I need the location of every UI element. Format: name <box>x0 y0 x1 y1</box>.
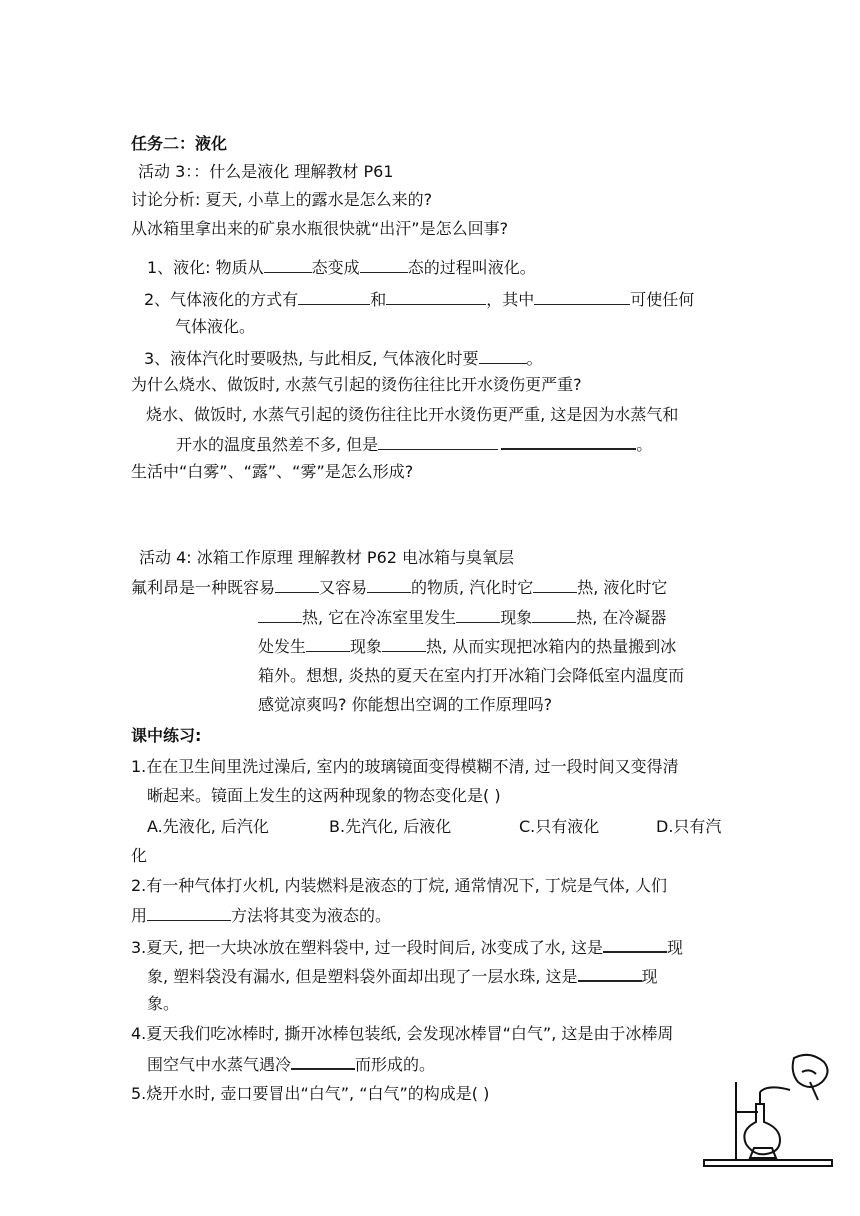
answer-line1: 烧水、做饭时, 水蒸气引起的烫伤往往比开水烫伤更严重, 这是因为水蒸气和 <box>146 405 679 424</box>
q4-line2 <box>147 1052 435 1076</box>
a4-text: 热, 液化时它 <box>577 578 668 597</box>
blank[interactable] <box>479 347 527 364</box>
item3-part-b: 。 <box>526 349 543 368</box>
q1-line2: 晰起来。镜面上发生的这两种现象的物态变化是( ) <box>147 786 501 805</box>
q1-option-a[interactable]: A.先液化, 后汽化 <box>147 817 269 836</box>
item3 <box>144 347 543 370</box>
blank[interactable] <box>533 576 577 593</box>
q1-option-c[interactable]: C.只有液化 <box>519 817 600 836</box>
blank[interactable] <box>367 576 411 593</box>
item2-part-c: ，其中 <box>486 290 535 309</box>
a4-text: 现象 <box>500 608 533 627</box>
a4-line5: 感觉凉爽吗? 你能想出空调的工作原理吗? <box>258 695 553 714</box>
blank[interactable] <box>258 606 302 623</box>
a4-text: 热, 从而实现把冰箱内的热量搬到冰 <box>426 637 677 656</box>
item2 <box>144 288 694 311</box>
q3-text: 象, 塑料袋没有漏水, 但是塑料袋外面却出现了一层水珠, 这是 <box>147 967 578 986</box>
q2-line1: 2.有一种气体打火机, 内装燃料是液态的丁烷, 通常情况下, 丁烷是气体, 人们 <box>131 876 667 895</box>
a4-text: 处发生 <box>258 637 307 656</box>
a4-text: 氟利昂是一种既容易 <box>131 578 276 597</box>
answer-line2 <box>176 432 652 456</box>
discussion-q1: 讨论分析: 夏天, 小草上的露水是怎么来的? <box>131 190 433 209</box>
blank[interactable] <box>291 1052 355 1070</box>
a4-line4: 箱外。想想, 炎热的夏天在室内打开冰箱门会降低室内温度而 <box>258 666 685 685</box>
blank[interactable] <box>306 635 350 652</box>
q4-text: 而形成的。 <box>355 1055 436 1074</box>
item1 <box>147 256 536 279</box>
q1-option-d[interactable]: D.只有汽 <box>656 817 722 836</box>
answer-part-a: 开水的温度虽然差不多, 但是 <box>176 435 379 454</box>
q3-text: 现 <box>641 967 658 986</box>
q3-line3: 象。 <box>147 994 180 1013</box>
q2-text: 用 <box>131 906 148 925</box>
blank[interactable] <box>378 433 498 450</box>
blank[interactable] <box>578 964 642 982</box>
q2-line2 <box>131 904 391 927</box>
item2-part-a: 2、气体液化的方式有 <box>144 290 299 309</box>
a4-line2 <box>258 606 666 629</box>
question-q4: 生活中“白雾”、“露”、“雾”是怎么形成? <box>131 462 414 481</box>
q3-line2 <box>147 964 658 988</box>
q1-option-d-cont: 化 <box>131 846 148 865</box>
blank[interactable] <box>275 576 319 593</box>
task-heading: 任务二：液化 <box>131 134 228 153</box>
activity4-title <box>139 547 514 569</box>
lab-apparatus-illustration <box>698 1048 838 1178</box>
question-q3: 为什么烧水、做饭时, 水蒸气引起的烫伤往往比开水烫伤更严重? <box>131 375 582 394</box>
activity3-title: 活动 3：：什么是液化 理解教材 P61 <box>138 162 394 181</box>
blank[interactable] <box>456 606 500 623</box>
q1-line1: 1.在在卫生间里洗过澡后, 室内的玻璃镜面变得模糊不清, 过一段时间又变得清 <box>131 757 679 776</box>
q3-line1 <box>131 935 683 959</box>
answer-part-b: 。 <box>636 435 653 454</box>
a4-line3 <box>258 635 676 658</box>
blank[interactable] <box>603 935 667 953</box>
a4-text: 的物质, 汽化时它 <box>411 578 534 597</box>
a4-line1 <box>131 576 667 599</box>
item1-part-c: 态的过程叫液化。 <box>407 258 536 277</box>
blank[interactable] <box>360 256 408 273</box>
item2-part-d: 可使任何 <box>630 290 695 309</box>
item3-part-a: 3、液体汽化时要吸热, 与此相反, 气体液化时要 <box>144 349 479 368</box>
blank[interactable] <box>386 288 486 305</box>
q2-text: 方法将其变为液态的。 <box>231 906 392 925</box>
a4-text: 现象 <box>350 637 383 656</box>
blank[interactable] <box>532 606 576 623</box>
q3-text: 现 <box>666 938 683 957</box>
item2-cont: 气体液化。 <box>175 317 256 336</box>
a4-text: 热, 它在冷冻室里发生 <box>302 608 457 627</box>
blank[interactable] <box>147 904 231 921</box>
blank[interactable] <box>534 288 630 305</box>
q4-text: 围空气中水蒸气遇冷 <box>147 1055 292 1074</box>
a4-text: 热, 在冷凝器 <box>576 608 667 627</box>
q5-line: 5.烧开水时, 壶口要冒出“白气”, “白气”的构成是( ) <box>131 1084 490 1103</box>
item1-part-b: 态变成 <box>311 258 360 277</box>
q3-text: 3.夏天, 把一大块冰放在塑料袋中, 过一段时间后, 冰变成了水, 这是 <box>131 938 603 957</box>
blank[interactable] <box>501 432 636 450</box>
blank[interactable] <box>298 288 370 305</box>
practice-heading: 课中练习: <box>131 726 202 745</box>
q1-option-b[interactable]: B.先汽化, 后液化 <box>329 817 452 836</box>
blank[interactable] <box>382 635 426 652</box>
item2-part-b: 和 <box>370 290 387 309</box>
a4-text: 又容易 <box>319 578 368 597</box>
blank[interactable] <box>264 256 312 273</box>
item1-part-a: 1、液化: 物质从 <box>147 258 264 277</box>
q4-line1: 4.夏天我们吃冰棒时, 撕开冰棒包装纸, 会发现冰棒冒“白气”, 这是由于冰棒周 <box>131 1024 674 1043</box>
activity4-title-text: 活动 4: 冰箱工作原理 理解教材 P62 电冰箱与臭氧层 <box>139 548 515 567</box>
discussion-q2: 从冰箱里拿出来的矿泉水瓶很快就“出汗”是怎么回事? <box>131 219 509 238</box>
